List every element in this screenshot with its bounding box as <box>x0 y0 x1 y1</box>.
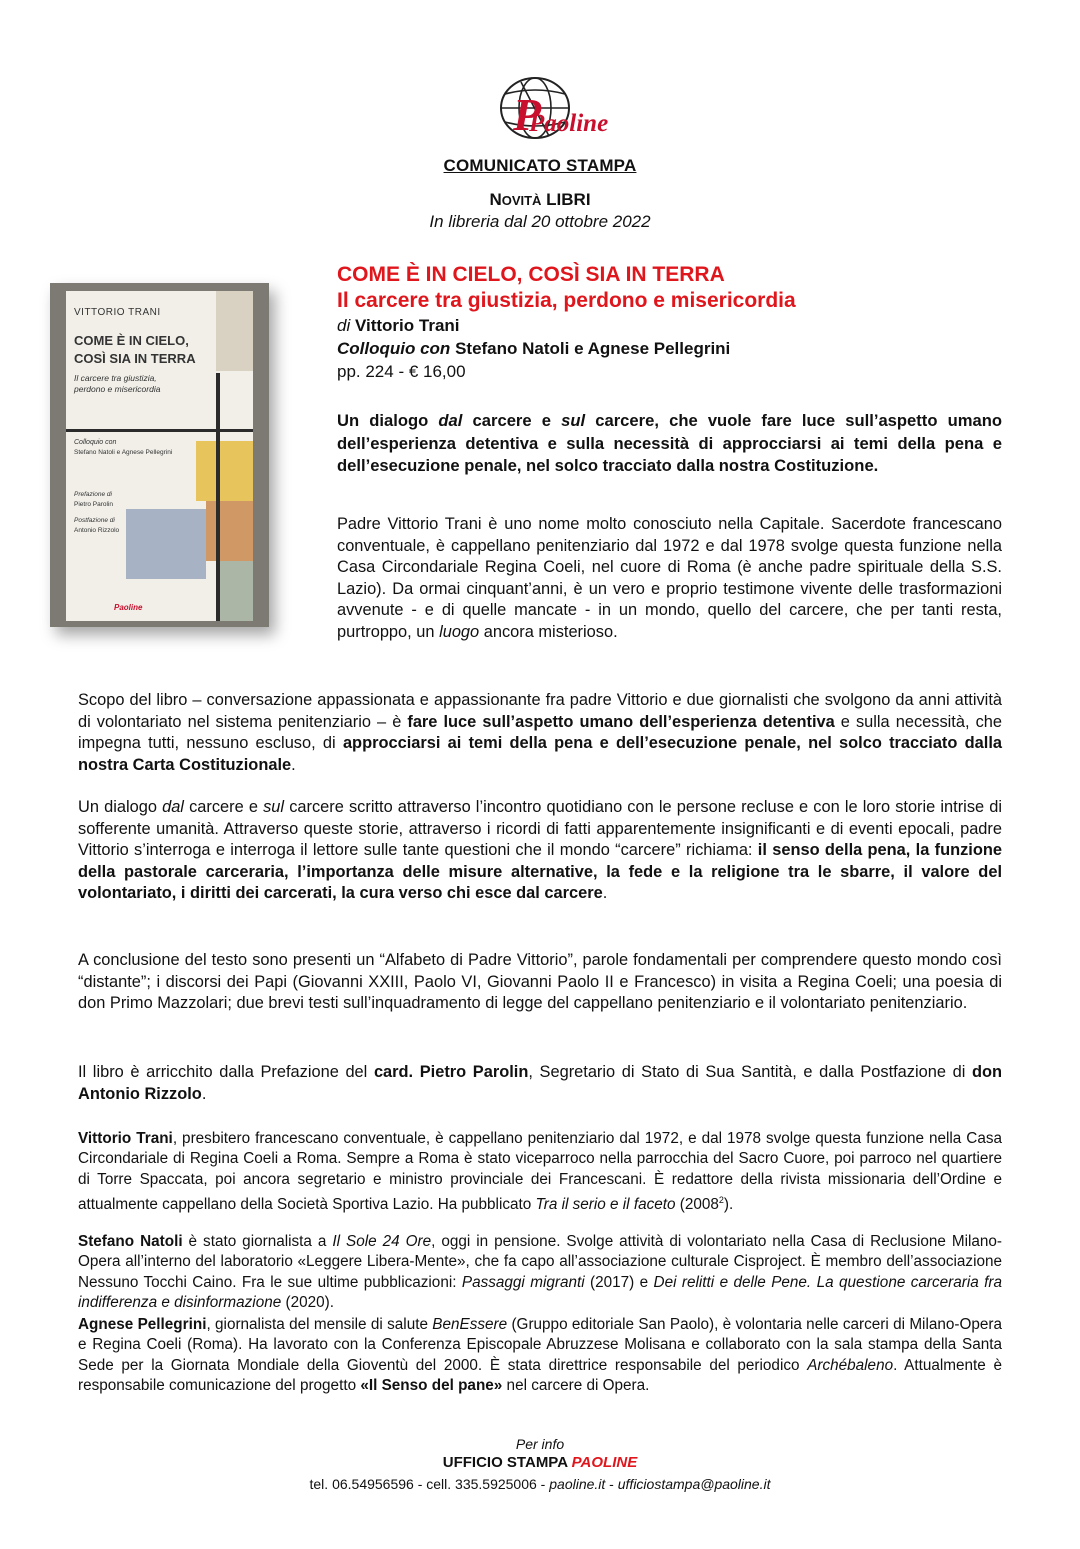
book-cover-image <box>50 283 269 627</box>
footer-contacts: tel. 06.54956596 - cell. 335.5925006 - paoline.it - ufficiostampa@paoline.it <box>309 1476 771 1492</box>
book-pages-price: pp. 224 - € 16,00 <box>337 362 466 381</box>
cover-preface-name: Pietro Parolin <box>74 501 114 508</box>
novita-libri-label: NOVITÀ LIBRI <box>489 190 591 209</box>
cover-colloquio-label: Colloquio con <box>74 439 117 446</box>
logo-letter: P <box>513 89 542 140</box>
logo-wordmark: Paoline <box>529 110 609 137</box>
cover-title-line1: COME È IN CIELO, <box>74 333 189 348</box>
bio-pellegrini: Agnese Pellegrini, giornalista del mensile di salute BenEssere (Gruppo editoriale San Paolo), è volontaria nelle carceri di Milano-Opera e Regina Coeli (Roma). Ha lavorato con la Conferenza Episcopale Abruzzese Molisana e collaborato con la sala stampa della Santa Sede per la Giornata Mondiale della Gioventù del 2000. È stata direttrice responsabile del periodico Archébaleno. Attualmente è responsabile comunicazione del progetto «Il Senso del pane» nel carcere di Opera. <box>78 1316 1002 1394</box>
book-colloquio-line: Colloquio con Stefano Natoli e Agnese Pellegrini <box>337 339 731 358</box>
press-release-heading: COMUNICATO STAMPA <box>443 156 637 175</box>
book-author-line: di Vittorio Trani <box>337 316 460 335</box>
cover-colloquio-names: Stefano Natoli e Agnese Pellegrini <box>74 449 173 456</box>
cover-subtitle-line2: perdono e misericordia <box>74 384 161 394</box>
bio-trani: Vittorio Trani, presbitero francescano conventuale, è cappellano penitenziario dal 1972, e dal 1978 svolge questa funzione nella Casa Circondariale di Regina Coeli a Roma. Sempre a Roma è stato viceparroco nella parrocchia del Sacro Cuore, poi parroco nel quartiere di Torre Spaccata, poi ancora segretario e ministro provinciale dei Francescani. È redattore della rivista missionaria dell’Ordine e attualmente cappellano della Società Sportiva Lazio. Ha pubblicato Tra il serio e il faceto (2008$^2$). <box>78 1130 1003 1213</box>
footer-per-info: Per info <box>515 1436 565 1452</box>
email-link[interactable]: ufficiostampa@paoline.it <box>617 1476 771 1492</box>
book-title: COME È IN CIELO, COSÌ SIA IN TERRA <box>337 263 725 286</box>
release-date: In libreria dal 20 ottobre 2022 <box>429 212 651 231</box>
cover-publisher: Paoline <box>114 603 143 612</box>
paoline-logo <box>487 70 607 152</box>
prefazione-paragraph: Il libro è arricchito dalla Prefazione del card. Pietro Parolin, Segretario di Stato di Sua Santità, e dalla Postfazione di don Antonio Rizzolo. <box>78 1063 1003 1103</box>
footer-office: UFFICIO STAMPA PAOLINE <box>442 1454 638 1471</box>
cover-preface-label: Prefazione di <box>74 491 112 498</box>
cover-title-line2: COSÌ SIA IN TERRA <box>74 351 196 366</box>
cover-subtitle-line1: Il carcere tra giustizia, <box>74 373 157 383</box>
cover-postface-name: Antonio Rizzolo <box>74 527 120 534</box>
cover-postface-label: Postfazione di <box>74 517 115 524</box>
bio-natoli: Stefano Natoli è stato giornalista a Il Sole 24 Ore, oggi in pensione. Svolge attività di volontariato nella Casa di Reclusione Milano-Opera all’interno del laboratorio «Leggere Libera-Mente», che fa capo all’associazione culturale Cisproject. È membro dell’associazione Nessuno Tocchi Caino. Fra le sue ultime pubblicazioni: Passaggi migranti (2017) e Dei relitti e delle Pene. La questione carceraria fra indifferenza e disinformazione (2020). <box>78 1233 1002 1311</box>
book-info <box>337 262 1017 383</box>
trani-paragraph: Padre Vittorio Trani è uno nome molto conosciuto nella Capitale. Sacerdote francescano conventuale, è cappellano penitenziario dal 1972 e dal 1978 svolge questa funzione nella Casa Circondariale Regina Coeli, nel cuore di Roma (è anche padre spirituale della S.S. Lazio). Da ormai cinquant’anni, è un vero e proprio testimone vivente delle trasformazioni avvenute - e di quelle mancate - in un mondo, quello del carcere, che per tanti resta, purtroppo, un luogo ancora misterioso. <box>337 515 1002 641</box>
book-subtitle: Il carcere tra giustizia, perdono e misericordia <box>337 289 796 312</box>
dialogo-paragraph: Un dialogo dal carcere e sul carcere scritto attraverso l’incontro quotidiano con le persone recluse e con le loro storie intrise di sofferente umanità. Attraverso queste storie, attraverso i ricordi di fatti apparentemente insignificanti e di eventi epocali, padre Vittorio s’interroga e interroga il lettore sulle tante questioni che il mondo “carcere” richiama: il senso della pena, la funzione della pastorale carceraria, l’importanza delle misure alternative, la fede e la religione tra le sbarre, il valore del volontariato, i diritti dei carcerati, la cura verso chi esce dal carcere. <box>78 798 1003 902</box>
conclusione-paragraph: A conclusione del testo sono presenti un “Alfabeto di Padre Vittorio”, parole fondamentali per comprendere questo mondo così “distante”; i discorsi dei Papi (Giovanni XXIII, Paolo VI, Giovanni Paolo II e Francesco) in visita a Regina Coeli; una poesia di don Primo Mazzolari; due brevi testi sull’inquadramento di legge del cappellano penitenziario e il volontariato penitenziario. <box>78 951 1002 1012</box>
intro-paragraph: Un dialogo dal carcere e sul carcere, che vuole fare luce sull’aspetto umano dell’esperienza detentiva e sulla necessità di approcciarsi ai temi della pena e dell’esecuzione penale, nel solco tracciato dalla nostra Costituzione. <box>337 411 1002 475</box>
scopo-paragraph: Scopo del libro – conversazione appassionata e appassionante fra padre Vittorio e due giornalisti che svolgono da anni attività di volontariato nel sistema penitenziario – è fare luce sull’aspetto umano dell’esperienza detentiva e sulla necessità, che impegna tutti, nessuno escluso, di approcciarsi ai temi della pena e dell’esecuzione penale, nel solco tracciato dalla nostra Carta Costituzionale. <box>78 691 1002 774</box>
website-link[interactable]: paoline.it <box>549 1476 606 1492</box>
cover-author: VITTORIO TRANI <box>74 307 161 318</box>
